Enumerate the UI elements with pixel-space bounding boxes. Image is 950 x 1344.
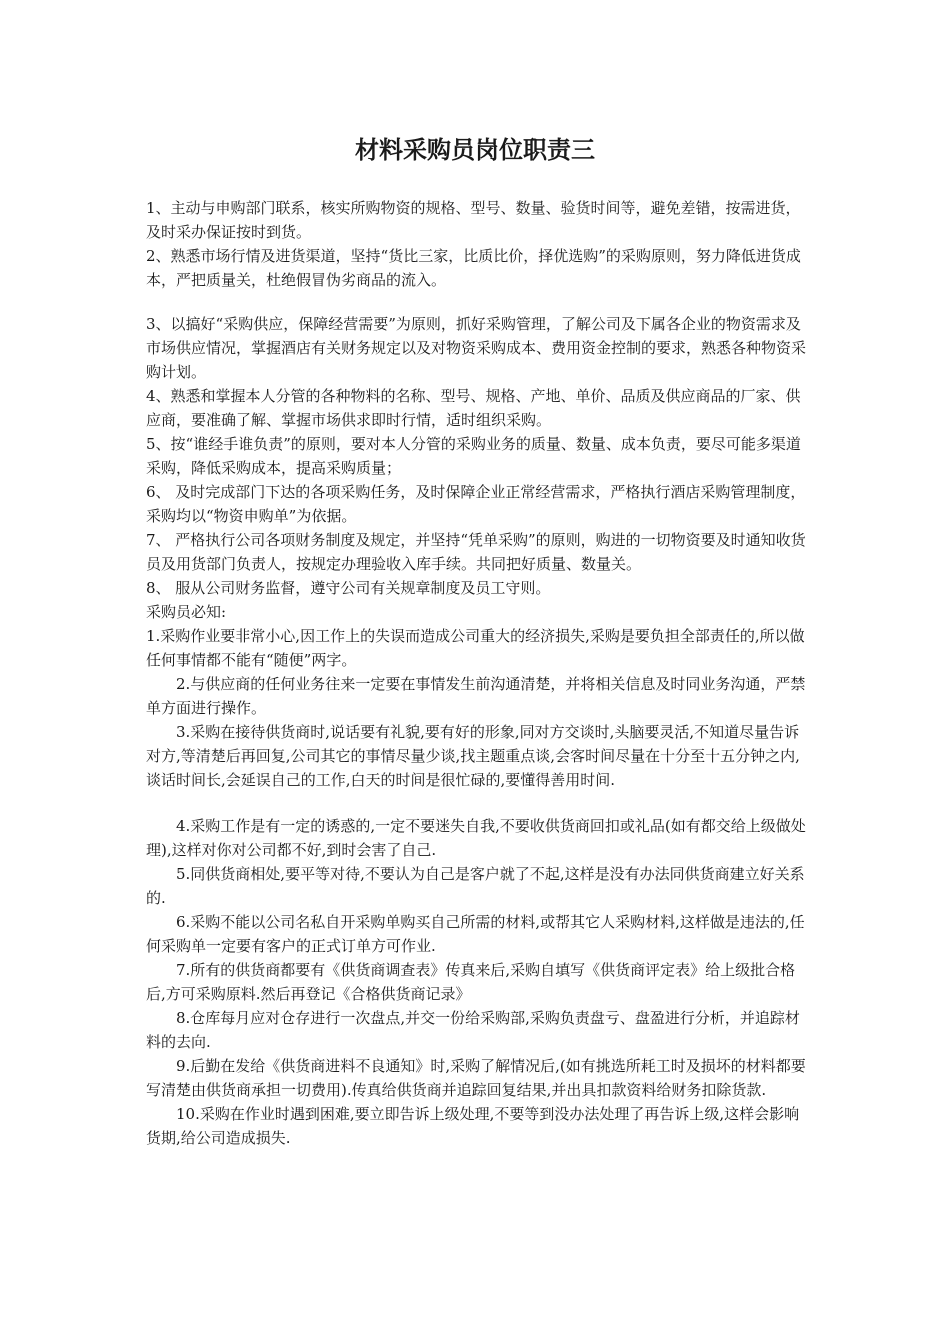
rule-paragraph-1: 1.采购作业要非常小心,因工作上的失误而造成公司重大的经济损失,采购是要负担全部责任的,所以做任何事情都不能有“随便”两字。: [146, 627, 805, 669]
rule-paragraph-6: 6.采购不能以公司名私自开采购单购买自己所需的材料,或帮其它人采购材料,这样做是违法的,任何采购单一定要有客户的正式订单方可作业.: [146, 913, 805, 955]
rule-paragraph-5: 5.同供货商相处,要平等对待,不要认为自己是客户就了不起,这样是没有办法同供货商建立好关系的.: [146, 865, 805, 907]
duty-paragraph-2: 2、熟悉市场行情及进货渠道，坚持“货比三家，比质比价，择优选购”的采购原则，努力降低进货成本，严把质量关，杜绝假冒伪劣商品的流入。: [146, 247, 801, 289]
duty-paragraph-3: 3、以搞好“采购供应，保障经营需要”为原则，抓好采购管理，了解公司及下属各企业的物资需求及市场供应情况，掌握酒店有关财务规定以及对物资采购成本、费用资金控制的要求，熟悉各种物资采购计划。: [146, 315, 807, 381]
section-heading: 采购员必知:: [146, 603, 227, 621]
duty-paragraph-1: 1、主动与申购部门联系，核实所购物资的规格、型号、数量、验货时间等，避免差错，按需进货，及时采办保证按时到货。: [146, 199, 801, 241]
paragraph-spacer: [146, 292, 812, 312]
duty-paragraph-4: 4、熟悉和掌握本人分管的各种物料的名称、型号、规格、产地、单价、品质及供应商品的厂家、供应商，要准确了解、掌握市场供求即时行情，适时组织采购。: [146, 387, 801, 429]
duty-paragraph-7: 7、 严格执行公司各项财务制度及规定，并坚持“凭单采购”的原则，购进的一切物资要及时通知收货员及用货部门负责人，按规定办理验收入库手续。共同把好质量、数量关。: [146, 531, 806, 573]
rule-paragraph-8: 8.仓库每月应对仓存进行一次盘点,并交一份给采购部,采购负责盘亏、盘盈进行分析，并追踪材料的去向.: [146, 1009, 800, 1051]
rule-paragraph-9: 9.后勤在发给《供货商进料不良通知》时,采购了解情况后,(如有挑选所耗工时及损坏的材料都要写清楚由供货商承担一切费用).传真给供货商并追踪回复结果,并出具扣款资料给财务扣除货款.: [146, 1057, 806, 1099]
duty-paragraph-6: 6、 及时完成部门下达的各项采购任务，及时保障企业正常经营需求，严格执行酒店采购管理制度，采购均以“物资申购单”为依据。: [146, 483, 806, 525]
document-body: [146, 196, 812, 1150]
document-title: 材料采购员岗位职责三: [355, 136, 595, 164]
rule-paragraph-3: 3.采购在接待供货商时,说话要有礼貌,要有好的形象,同对方交谈时,头脑要灵活,不知道尽量告诉对方,等清楚后再回复,公司其它的事情尽量少谈,找主题重点谈,会客时间尽量在十分至十五分钟之内,谈话时间长,会延误自己的工作,白天的时间是很忙碌的,要懂得善用时间.: [146, 723, 800, 789]
rule-paragraph-4: 4.采购工作是有一定的诱惑的,一定不要迷失自我,不要收供货商回扣或礼品(如有都交给上级做处理),这样对你对公司都不好,到时会害了自己.: [146, 817, 806, 859]
rule-paragraph-2: 2.与供应商的任何业务往来一定要在事情发生前沟通清楚，并将相关信息及时同业务沟通，严禁单方面进行操作。: [146, 675, 806, 717]
rule-paragraph-7: 7.所有的供货商都要有《供货商调查表》传真来后,采购自填写《供货商评定表》给上级批合格后,方可采购原料.然后再登记《合格供货商记录》: [146, 961, 796, 1003]
paragraph-spacer: [146, 792, 812, 814]
duty-paragraph-8: 8、 服从公司财务监督，遵守公司有关规章制度及员工守则。: [146, 579, 551, 597]
rule-paragraph-10: 10.采购在作业时遇到困难,要立即告诉上级处理,不要等到没办法处理了再告诉上级,这样会影响货期,给公司造成损失.: [146, 1105, 800, 1147]
duty-paragraph-5: 5、按“谁经手谁负责”的原则，要对本人分管的采购业务的质量、数量、成本负责，要尽可能多渠道采购，降低采购成本，提高采购质量；: [146, 435, 801, 477]
